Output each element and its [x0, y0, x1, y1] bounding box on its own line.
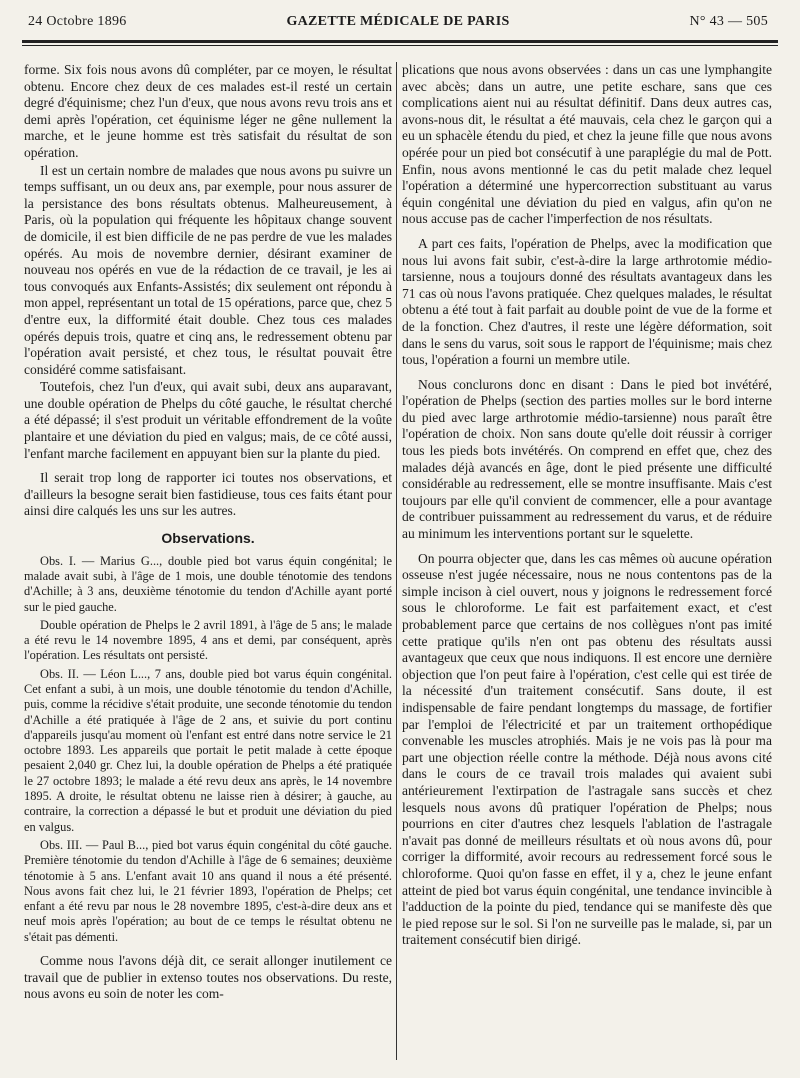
issue-date: 24 Octobre 1896 [28, 14, 127, 29]
paragraph: plications que nous avons observées : dans un cas une lymphangite avec abcès; dans un autre, une petite eschare, sans que ces complications aient nui au résultat définitif. Dans deux autres cas, avons-nous dit, le résultat a été mauvais, cela chez le garçon qui a eu un sphacèle étendu du pied, et chez la jeune fille que nous avons opérée pour un pied bot consécutif à une paraplégie du mal de Pott. Enfin, nous avons mentionné le cas du petit malade chez lequel l'opération a déterminé une hypercorrection substituant au varus équin congénital une déviation du pied en valgus, afin qu'on ne nous accuse pas de cacher l'imperfection de nos résultats. [402, 62, 772, 227]
paragraph: Il serait trop long de rapporter ici toutes nos observations, et d'ailleurs la besogne serait bien fastidieuse, tous ces faits étant pour ainsi dire calqués les uns sur les autres. [24, 470, 392, 519]
section-heading: Observations. [161, 530, 255, 547]
left-column [24, 62, 392, 1004]
paragraph: Toutefois, chez l'un d'eux, qui avait subi, deux ans auparavant, une double opération de Phelps du côté gauche, le résultat cherché a été dépassé; il s'est produit un véritable effondrement de la voûte plantaire et une déviation du pied en valgus; mais, de ce côté aussi, l'enfant marche facilement en appuyant bien sur la plante du pied. [24, 379, 392, 461]
right-column [402, 62, 772, 950]
paragraph: Nous conclurons donc en disant : Dans le pied bot invétéré, l'opération de Phelps (section des parties molles sur le bord interne du pied avec large arthrotomie médio-tarsienne) nous paraît être l'opération de choix. Non sans doute qu'elle doit réussir à corriger tous les pieds bots invétérés. On comprend en effet que, chez des malades déjà avancés en âge, dont le pied présente une difficulté considérable au redressement, elle se montre insuffisante. Mais c'est toujours par elle qu'il convient de commencer, elle a pour avantage de contribuer puissamment au redressement du varus, et de réduire au minimum les interventions portant sur le squelette. [402, 376, 772, 542]
paragraph: forme. Six fois nous avons dû compléter, par ce moyen, le résultat obtenu. Encore chez deux de ces malades est-il resté un certain degré d'équinisme; chez l'un d'eux, que nous avons revu trois ans et demi après l'opération, cet équinisme léger ne gêne nullement la marche, et le jeune homme est très satisfait du résultat de son opération. [24, 62, 392, 160]
journal-title: GAZETTE MÉDICALE DE PARIS [286, 14, 510, 29]
observation-3: Obs. III. — Paul B..., pied bot varus équin congénital du côté gauche. Première ténotomie du tendon d'Achille à l'âge de 6 semaines; deuxième ténotomie à 5 ans. L'enfant avait 10 ans quand il nous a été présenté. Nous avons fait chez lui, le 21 février 1893, l'opération de Phelps; cet enfant a été revu par nous le 28 novembre 1895, c'est-à-dire deux ans et neuf mois après l'opération; au bout de ce temps le résultat obtenu ne s'était pas démenti. [24, 837, 392, 944]
observation-2: Obs. II. — Léon L..., 7 ans, double pied bot varus équin congénital. Cet enfant a subi, à un mois, une double ténotomie du tendon d'Achille, puis, comme la récidive s'était produite, une seconde ténotomie du tendon d'Achille a été pratiquée à l'âge de 2 ans, et suivie du port continu d'appareils jusqu'au moment où l'enfant est entré dans notre service le 21 octobre 1893. Les appareils que portait le petit malade à cette époque pesaient 2,040 gr. Chez lui, la double opération de Phelps a été pratiquée le 27 octobre 1893; le malade a été revu deux ans après, le 14 novembre 1895. A droite, le résultat obtenu ne laisse rien à désirer; à gauche, au contraire, la correction a dépassé le but et produit une déviation du pied en valgus. [24, 666, 392, 834]
header-rule [22, 40, 778, 46]
column-divider [396, 62, 397, 1060]
issue-page-number: N° 43 — 505 [689, 14, 768, 29]
paragraph: Comme nous l'avons déjà dit, ce serait allonger inutilement ce travail que de publier in extenso toutes nos observations. Du reste, nous avons eu soin de noter les com- [24, 953, 392, 1002]
paragraph: Il est un certain nombre de malades que nous avons pu suivre un temps suffisant, un ou deux ans, par exemple, pour nous assurer de la persistance des bons résultats obtenus. Malheureusement, à Paris, où la population qui fréquente les hôpitaux change souvent de domicile, il est bien difficile de ne pas perdre de vue les malades opérés. Au mois de novembre dernier, désirant examiner de nouveau nos opérés en vue de la rédaction de ce travail, je les ai tous convoqués aux Enfants-Assistés; dix seulement ont répondu à mon appel, représentant un total de 15 opérations, parce que, chez 5 d'entre eux, la difformité était double. Chez tous ces malades opérés depuis trois, quatre et cinq ans, le redressement obtenu par l'opération avait persisté, et chez tous, le résultat pouvait être considéré comme satisfaisant. [24, 162, 392, 377]
paragraph: On pourra objecter que, dans les cas mêmes où aucune opération osseuse n'est jugée nécessaire, nous ne nous contentons pas de la simple incison à ciel ouvert, nous y joignons le redressement forcé sous le chloroforme. Le fait est parfaitement exact, et c'est probablement parce que certains de nos collègues n'ont pas imité cette pratique qu'ils n'en ont pas obtenu des résultats aussi avantageux que ceux que nous indiquons. Il est encore une dernière objection que l'on peut faire à l'opération, c'est celle qui est tirée de la nécessité d'un traitement consécutif. Sans doute, il est indispensable de faire pendant longtemps du massage, de fortifier par l'emploi de l'électricité et par un traitement orthopédique convenable les muscles atrophiés. Mais je ne vois pas là pour ma part une objection réelle contre la méthode. Déjà nous avons cité dans le cours de ce travail trois malades qui avaient subi antérieurement l'extirpation de l'astragale sans succès et chez lesquels nous avons dû pratiquer l'opération de Phelps; nous pourrions en citer d'autres chez lesquels l'ablation de l'astragale n'avait pas donné de meilleurs résultats et où nous avons dû, pour corriger la difformité, avoir recours au redressement forcé sous le chloroforme. Quoi qu'on fasse en effet, il y a, chez le jeune enfant atteint de pied bot varus équin congénital, une tendance invincible à l'adduction de la pointe du pied, tendance qui se manifeste dès que le pied repose sur le sol. Si l'on ne surveille pas le malade, si, par un traitement consécutif bien dirigé. [402, 550, 772, 948]
observation-1: Obs. I. — Marius G..., double pied bot varus équin congénital; le malade avait subi, à l'âge de 1 mois, une double ténotomie des tendons d'Achille; à 3 ans, deuxième ténotomie du tendon d'Achille ayant porté sur le pied gauche. [24, 553, 392, 614]
page-header [28, 14, 768, 34]
paragraph: A part ces faits, l'opération de Phelps, avec la modification que nous lui avons fait subir, c'est-à-dire la large arthrotomie médio-tarsienne, nous a toujours donné des résultats avantageux dans les 71 cas où nous l'avons pratiquée. Chez quelques malades, le résultat obtenu a été tout à fait parfait au double point de vue de la forme et de la fonction. Chez d'autres, il reste une légère déformation, soit dans le sens du varus, soit sous le rapport de l'équinisme; mais chez tous, l'opération a fourni un membre utile. [402, 235, 772, 368]
observation-1-followup: Double opération de Phelps le 2 avril 1891, à l'âge de 5 ans; le malade a été revu le 14 novembre 1895, 4 ans et demi, par conséquent, après l'opération. Les résultats ont persisté. [24, 617, 392, 663]
